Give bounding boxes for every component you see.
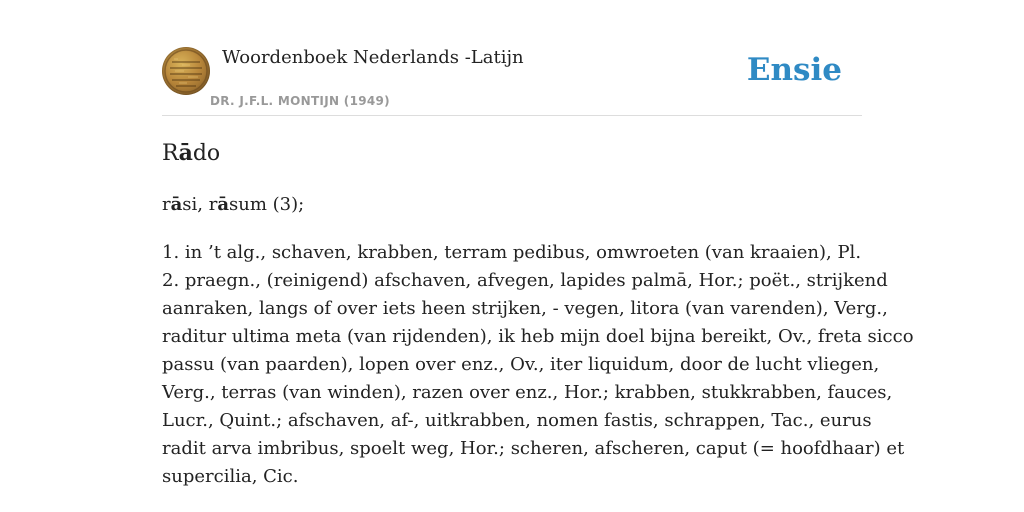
forms-accent: ā bbox=[217, 194, 229, 215]
definition-line: passu (van paarden), lopen over enz., Ov., iter liquidum, door de lucht vliegen, bbox=[162, 354, 880, 375]
definition-line: supercilia, Cic. bbox=[162, 466, 299, 487]
forms-accent: ā bbox=[170, 194, 183, 215]
definition-line: radit arva imbribus, spoelt weg, Hor.; scheren, afscheren, caput (= hoofdhaar) et bbox=[162, 438, 905, 459]
book-title[interactable]: Woordenboek Nederlands -Latijn bbox=[222, 47, 524, 68]
headword-part: R bbox=[162, 141, 179, 166]
definition-line: 2. praegn., (reinigend) afschaven, afvegen, lapides palmā, Hor.; poët., strijkend bbox=[162, 270, 888, 291]
dictionary-header bbox=[162, 40, 862, 116]
definition-line: 1. in ’t alg., schaven, krabben, terram pedibus, omwroeten (van kraaien), Pl. bbox=[162, 242, 862, 263]
forms-part: si, r bbox=[182, 194, 218, 215]
coin-seal-icon[interactable] bbox=[162, 47, 210, 95]
entry-headword bbox=[162, 140, 220, 166]
headword-accent: ā bbox=[178, 140, 193, 166]
forms-part: sum (3); bbox=[229, 194, 305, 215]
headword-part: do bbox=[192, 141, 221, 166]
definition-line: Verg., terras (van winden), razen over enz., Hor.; krabben, stukkrabben, fauces, bbox=[162, 382, 893, 403]
definition-line: aanraken, langs of over iets heen strijken, - vegen, litora (van varenden), Verg., bbox=[162, 298, 888, 319]
forms-part: r bbox=[162, 194, 171, 215]
ensie-logo-link[interactable]: Ensie bbox=[746, 52, 842, 88]
definition-line: raditur ultima meta (van rijdenden), ik heb mijn doel bijna bereikt, Ov., freta sicco bbox=[162, 326, 914, 347]
entry-principal-parts bbox=[162, 194, 304, 215]
definition-line: Lucr., Quint.; afschaven, af-, uitkrabben, nomen fastis, schrappen, Tac., eurus bbox=[162, 410, 872, 431]
entry-definition bbox=[162, 239, 914, 491]
book-author: DR. J.F.L. MONTIJN (1949) bbox=[210, 94, 390, 108]
